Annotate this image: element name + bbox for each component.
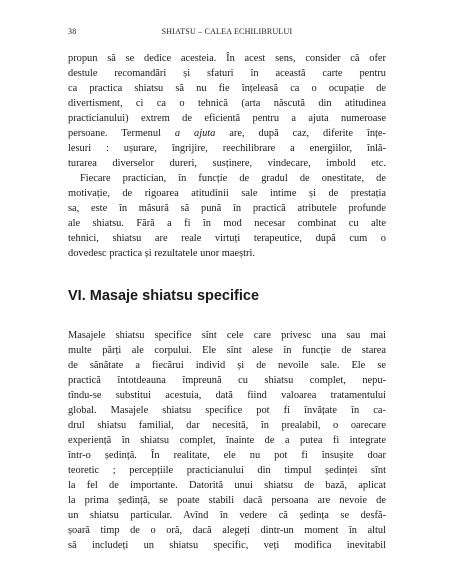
text-line: destule recomandări și sfaturi în această carte pentru: [68, 68, 386, 79]
text-line: practică întotdeauna împreună cu shiatsu complet, nepu-: [68, 375, 386, 386]
running-title: SHIATSU – CALEA ECHILIBRULUI: [161, 27, 293, 36]
text-line: tehnici, shiatsu are reale virtuți terapeutice, după cum o: [68, 233, 386, 244]
text-line: multe părți ale corpului. Ele sînt alese în funcție de starea: [68, 345, 386, 356]
text-line: divertisment, ci ca o tehnică (arta născută din atitudinea: [68, 98, 386, 109]
text-line: experiență în shiatsu complet, înainte de a putea fi integrate: [68, 435, 386, 446]
emphasized-term: a ajuta: [174, 128, 216, 139]
text-line: să includeți un shiatsu specific, veți modifica inevitabil: [68, 540, 386, 551]
text-line: Masajele shiatsu specifice sînt cele care privesc una sau mai: [68, 330, 386, 341]
text-line: propun să se dedice acesteia. În acest sens, consider că ofer: [68, 53, 386, 64]
text-line: global. Masajele shiatsu specifice pot fi învățate în ca-: [68, 405, 386, 416]
text-line: la fel de importante. Datorită unui shiatsu de bază, aplicat: [68, 480, 386, 491]
text-line: practicianului) extrem de eficientă pentru a ajuta numeroase: [68, 113, 386, 124]
text-line: de sănătate a fiecărui individ și de nevoile sale. Ele se: [68, 360, 386, 371]
text-line: într-o ședință. În realitate, ele nu pot fi însușite doar: [68, 450, 386, 461]
text-line: ale shiatsu. Fără a fi în mod necesar combinat cu alte: [68, 218, 386, 229]
text-line: drul shiatsu familial, dar necesită, în prealabil, o oarecare: [68, 420, 386, 431]
text-line: un shiatsu particular. Avînd în vedere că ședința se desfă-: [68, 510, 386, 521]
page-number: 38: [68, 27, 77, 36]
text-line: motivație, de rigoarea atitudinii sale intime și de prestația: [68, 188, 386, 199]
text-line: ca practica shiatsu să nu fie înțeleasă ca o ocupație de: [68, 83, 386, 94]
text-line: persoane. Termenul a ajuta are, după caz, diferite înțe-: [68, 128, 386, 139]
section-heading: VI. Masaje shiatsu specifice: [68, 288, 260, 304]
text-line: tîndu-se substitui acestuia, dată fiind valoarea tratamentului: [68, 390, 386, 401]
text-block-top: [68, 51, 386, 261]
text-line: Fiecare practician, în funcție de gradul de onestitate, de: [80, 173, 386, 184]
text-line: lesuri : ușurare, îngrijire, reechilibrare a energiilor, înlă-: [68, 143, 386, 154]
running-header: [68, 27, 386, 39]
text-line: dovedesc practica și rezultatele unor maeștri.: [68, 248, 255, 259]
text-line: sa, este în măsură să pună în practică atributele profunde: [68, 203, 386, 214]
text-line: teoretic ; percepțiile practicianului din timpul ședinței sînt: [68, 465, 386, 476]
text-line: turarea diverselor dureri, susținere, vindecare, imbold etc.: [68, 158, 386, 169]
text-line: la prima ședință, se poate stabili dacă persoana are nevoie de: [68, 495, 386, 506]
text-block-bottom: [68, 328, 386, 553]
text-line: șoară timp de o oră, dacă alegeți dintr-un moment în altul: [68, 525, 386, 536]
